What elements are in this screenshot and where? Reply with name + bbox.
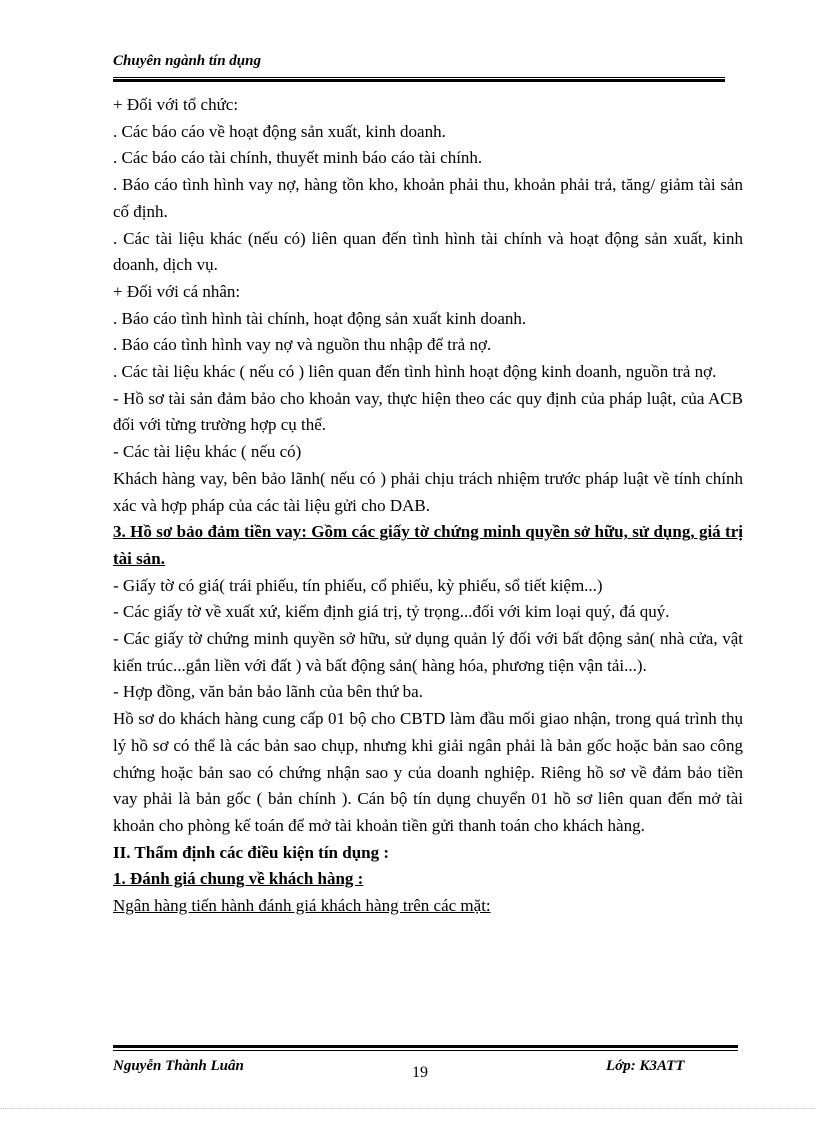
collateral-docs: - Hồ sơ tài sản đảm bảo cho khoản vay, thực hiện theo các quy định của pháp luật, của ACB đối với từng trường hợp cụ thể. — [113, 388, 743, 435]
subsection-1-heading: 1. Đánh giá chung về khách hàng : — [113, 869, 364, 889]
list-item: . Báo cáo tình hình vay nợ và nguồn thu nhập để trả nợ. — [113, 335, 492, 355]
list-item: . Báo cáo tình hình vay nợ, hàng tồn kho, khoản phải thu, khoản phải trả, tăng/ giảm tài sản cố định. — [113, 175, 743, 221]
list-item: - Các giấy tờ về xuất xứ, kiểm định giá trị, tỷ trọng...đối với kim loại quý, đá quý. — [113, 602, 670, 622]
section-ii-heading: II. Thẩm định các điều kiện tín dụng : — [113, 842, 390, 862]
list-item: . Các tài liệu khác ( nếu có ) liên quan đến tình hình hoạt động kinh doanh, nguồn trả nợ. — [113, 362, 717, 382]
page-number: 19 — [412, 1064, 428, 1081]
list-item: - Các giấy tờ chứng minh quyền sở hữu, sử dụng quản lý đối với bất động sản( nhà cửa, vật kiến trúc...gắn liền với đất ) và bất động sản( hàng hóa, phương tiện vận tải...). — [113, 629, 743, 675]
intro-line: Ngân hàng tiến hành đánh giá khách hàng trên các mặt: — [113, 896, 491, 916]
section-3-heading: 3. Hồ sơ bảo đảm tiền vay: Gồm các giấy tờ chứng minh quyền sở hữu, sử dụng, giá trị tài sản. — [113, 522, 743, 568]
footer-author: Nguyễn Thành Luân — [113, 1058, 244, 1074]
list-item: . Các báo cáo tài chính, thuyết minh báo cáo tài chính. — [113, 148, 483, 168]
list-item: - Giấy tờ có giá( trái phiếu, tín phiếu, cổ phiếu, kỳ phiếu, sổ tiết kiệm...) — [113, 575, 603, 595]
running-header: Chuyên ngành tín dụng — [113, 53, 261, 69]
list-item: - Hợp đồng, văn bản bảo lãnh của bên thứ ba. — [113, 682, 423, 702]
page-boundary — [0, 1108, 816, 1109]
list-item: . Các tài liệu khác (nếu có) liên quan đến tình hình tài chính và hoạt động sản xuất, kinh doanh, dịch vụ. — [113, 228, 743, 275]
individual-heading: + Đối với cá nhân: — [113, 281, 241, 301]
document-body — [113, 92, 743, 920]
header-rule — [113, 77, 725, 82]
org-heading: + Đối với tổ chức: — [113, 95, 239, 114]
footer-rule — [113, 1045, 738, 1051]
other-docs: - Các tài liệu khác ( nếu có) — [113, 442, 302, 462]
list-item: . Báo cáo tình hình tài chính, hoạt động sản xuất kinh doanh. — [113, 308, 527, 328]
list-item: . Các báo cáo về hoạt động sản xuất, kinh doanh. — [113, 121, 446, 141]
closing-paragraph: Hồ sơ do khách hàng cung cấp 01 bộ cho CBTD làm đầu mối giao nhận, trong quá trình thụ lý hồ sơ có thể là các bản sao chụp, nhưng khi giải ngân phải là bản gốc hoặc bản sao công chứng hoặc bản sao có chứng nhận sao y của doanh nghiệp. Riêng hồ sơ về đảm bảo tiền vay phải là bản gốc ( bản chính ). Cán bộ tín dụng chuyển 01 hồ sơ liên quan đến mở tài khoản cho phòng kế toán để mở tài khoản tiền gửi thanh toán cho khách hàng. — [113, 709, 743, 835]
footer-class: Lớp: K3ATT — [606, 1058, 685, 1074]
responsibility-paragraph: Khách hàng vay, bên bảo lãnh( nếu có ) phải chịu trách nhiệm trước pháp luật về tính chính xác và hợp pháp của các tài liệu gửi cho DAB. — [113, 468, 743, 515]
